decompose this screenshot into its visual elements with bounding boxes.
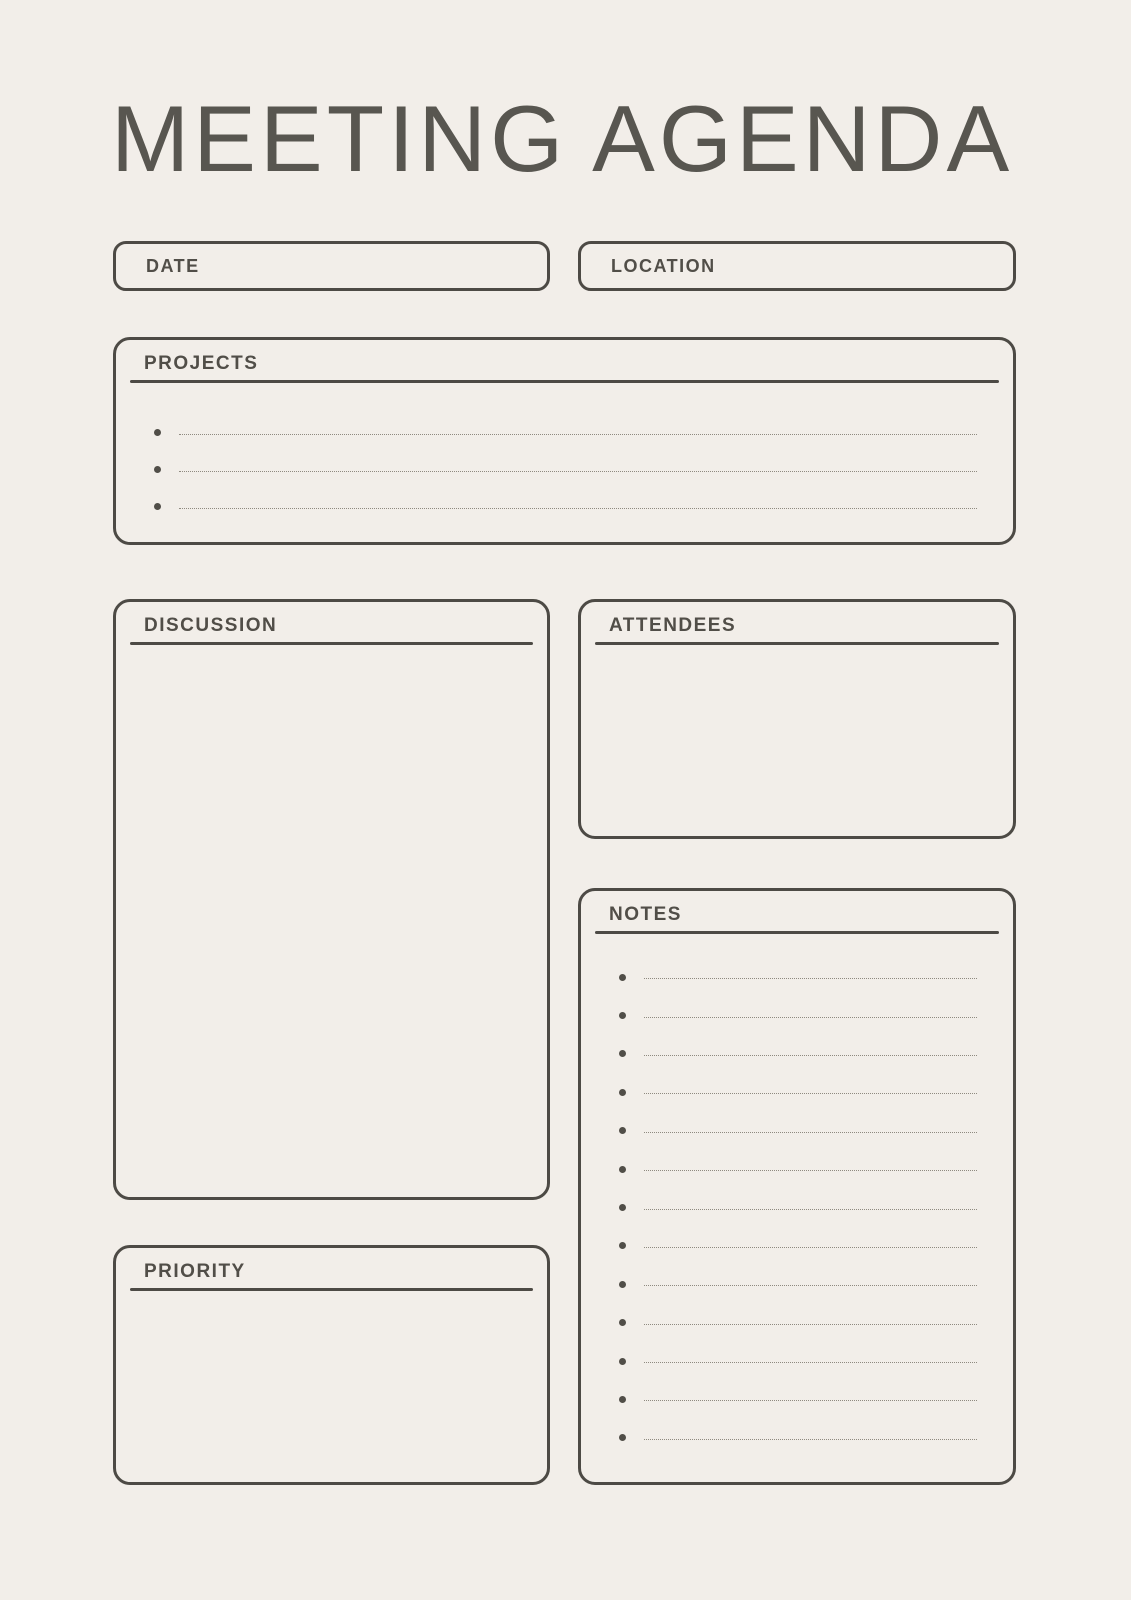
projects-writing-line	[116, 488, 1013, 525]
dotted-rule	[644, 1090, 977, 1094]
notes-section	[578, 888, 1016, 1485]
notes-writing-line	[581, 1342, 1013, 1380]
dotted-rule	[644, 1436, 977, 1440]
dotted-rule	[179, 431, 977, 435]
notes-writing-line	[581, 1265, 1013, 1303]
notes-writing-line	[581, 1035, 1013, 1073]
date-field	[113, 241, 550, 291]
discussion-section	[113, 599, 550, 1200]
notes-header-rule	[595, 931, 999, 934]
notes-writing-line	[581, 1227, 1013, 1265]
projects-lines	[116, 414, 1013, 525]
dotted-rule	[644, 1282, 977, 1286]
notes-label: NOTES	[609, 904, 682, 925]
bullet-icon	[154, 503, 161, 510]
dotted-rule	[644, 1206, 977, 1210]
bullet-icon	[619, 1281, 626, 1288]
bullet-icon	[619, 1358, 626, 1365]
dotted-rule	[179, 505, 977, 509]
notes-writing-line	[581, 1112, 1013, 1150]
dotted-rule	[644, 1321, 977, 1325]
notes-writing-line	[581, 1380, 1013, 1418]
bullet-icon	[619, 1319, 626, 1326]
location-label: LOCATION	[611, 255, 716, 276]
priority-header-rule	[130, 1288, 533, 1291]
projects-writing-line	[116, 414, 1013, 451]
location-field	[578, 241, 1016, 291]
priority-section	[113, 1245, 550, 1485]
bullet-icon	[154, 429, 161, 436]
notes-writing-line	[581, 1188, 1013, 1226]
notes-lines	[581, 958, 1013, 1457]
attendees-section	[578, 599, 1016, 839]
bullet-icon	[619, 974, 626, 981]
notes-writing-line	[581, 1304, 1013, 1342]
notes-writing-line	[581, 1150, 1013, 1188]
bullet-icon	[619, 1127, 626, 1134]
bullet-icon	[619, 1050, 626, 1057]
discussion-header-rule	[130, 642, 533, 645]
projects-writing-line	[116, 451, 1013, 488]
bullet-icon	[619, 1242, 626, 1249]
dotted-rule	[644, 1397, 977, 1401]
discussion-label: DISCUSSION	[144, 615, 278, 636]
attendees-header-rule	[595, 642, 999, 645]
notes-writing-line	[581, 1419, 1013, 1457]
dotted-rule	[179, 468, 977, 472]
projects-header-rule	[130, 380, 999, 383]
notes-writing-line	[581, 1073, 1013, 1111]
bullet-icon	[619, 1012, 626, 1019]
projects-label: PROJECTS	[144, 353, 259, 374]
bullet-icon	[619, 1166, 626, 1173]
bullet-icon	[619, 1204, 626, 1211]
dotted-rule	[644, 1359, 977, 1363]
bullet-icon	[154, 466, 161, 473]
date-label: DATE	[146, 255, 200, 276]
notes-writing-line	[581, 958, 1013, 996]
dotted-rule	[644, 1129, 977, 1133]
dotted-rule	[644, 1052, 977, 1056]
bullet-icon	[619, 1396, 626, 1403]
dotted-rule	[644, 1014, 977, 1018]
dotted-rule	[644, 975, 977, 979]
attendees-label: ATTENDEES	[609, 615, 737, 636]
dotted-rule	[644, 1244, 977, 1248]
notes-writing-line	[581, 996, 1013, 1034]
projects-section	[113, 337, 1016, 545]
bullet-icon	[619, 1434, 626, 1441]
priority-label: PRIORITY	[144, 1261, 246, 1282]
bullet-icon	[619, 1089, 626, 1096]
page-title: MEETING AGENDA	[111, 86, 1014, 191]
dotted-rule	[644, 1167, 977, 1171]
